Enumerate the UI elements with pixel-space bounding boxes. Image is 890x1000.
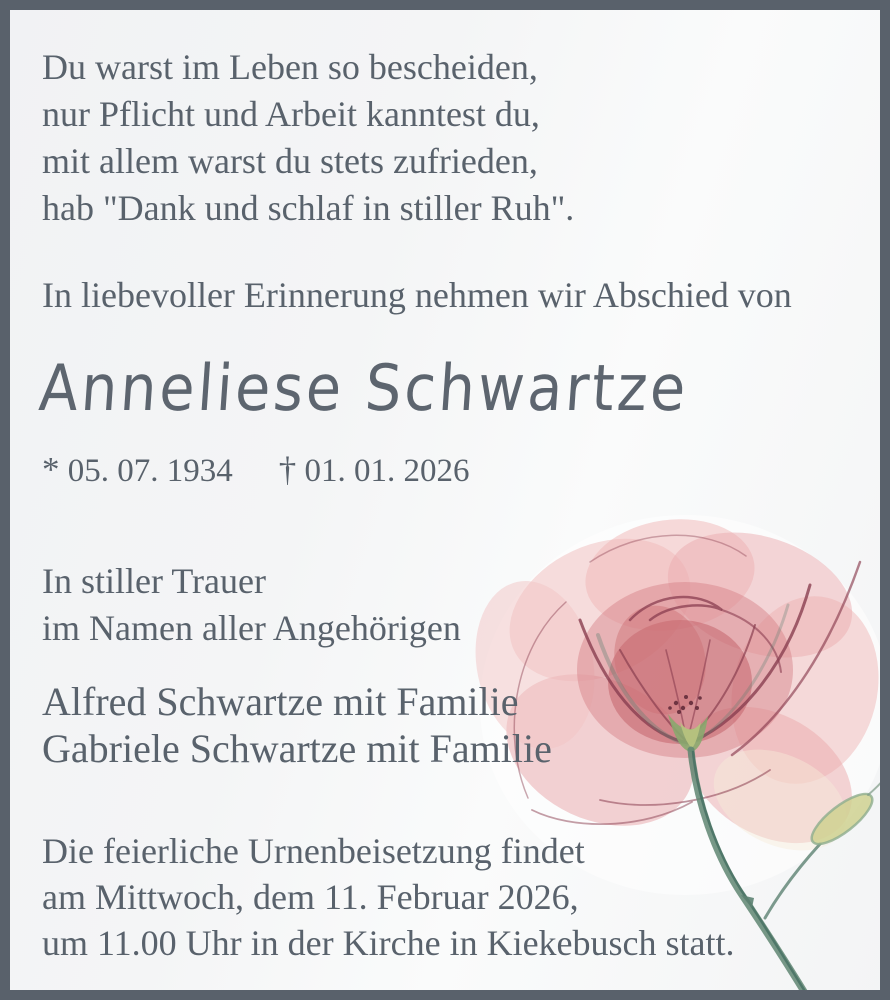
born-symbol: * — [42, 450, 60, 489]
mourning-line: im Namen aller Angehörigen — [42, 608, 461, 648]
birth-date: 05. 07. 1934 — [67, 453, 233, 489]
death-date-group — [278, 450, 470, 489]
poem-line: mit allem warst du stets zufrieden, — [42, 141, 538, 181]
poem-line: nur Pflicht und Arbeit kanntest du, — [42, 94, 540, 134]
memorial-poem — [42, 44, 574, 232]
deceased-name: Anneliese Schwartze — [36, 352, 691, 426]
family-names — [42, 678, 552, 772]
poem-line: Du warst im Leben so bescheiden, — [42, 47, 538, 87]
poem-line: hab "Dank und schlaf in stiller Ruh". — [42, 188, 575, 228]
funeral-line: Die feierliche Urnenbeisetzung findet — [42, 831, 585, 871]
family-line: Alfred Schwartze mit Familie — [42, 679, 519, 724]
funeral-line: um 11.00 Uhr in der Kirche in Kiekebusch statt. — [42, 923, 735, 963]
death-date: 01. 01. 2026 — [304, 453, 470, 489]
died-symbol: † — [278, 450, 297, 489]
mourning-statement — [42, 558, 461, 652]
funeral-line: am Mittwoch, dem 11. Februar 2026, — [42, 877, 579, 917]
farewell-intro: In liebevoller Erinnerung nehmen wir Abschied von — [42, 275, 792, 315]
life-dates — [42, 450, 470, 490]
funeral-details — [42, 828, 735, 966]
family-line: Gabriele Schwartze mit Familie — [42, 726, 552, 771]
mourning-line: In stiller Trauer — [42, 561, 266, 601]
birth-date-group — [42, 450, 233, 489]
